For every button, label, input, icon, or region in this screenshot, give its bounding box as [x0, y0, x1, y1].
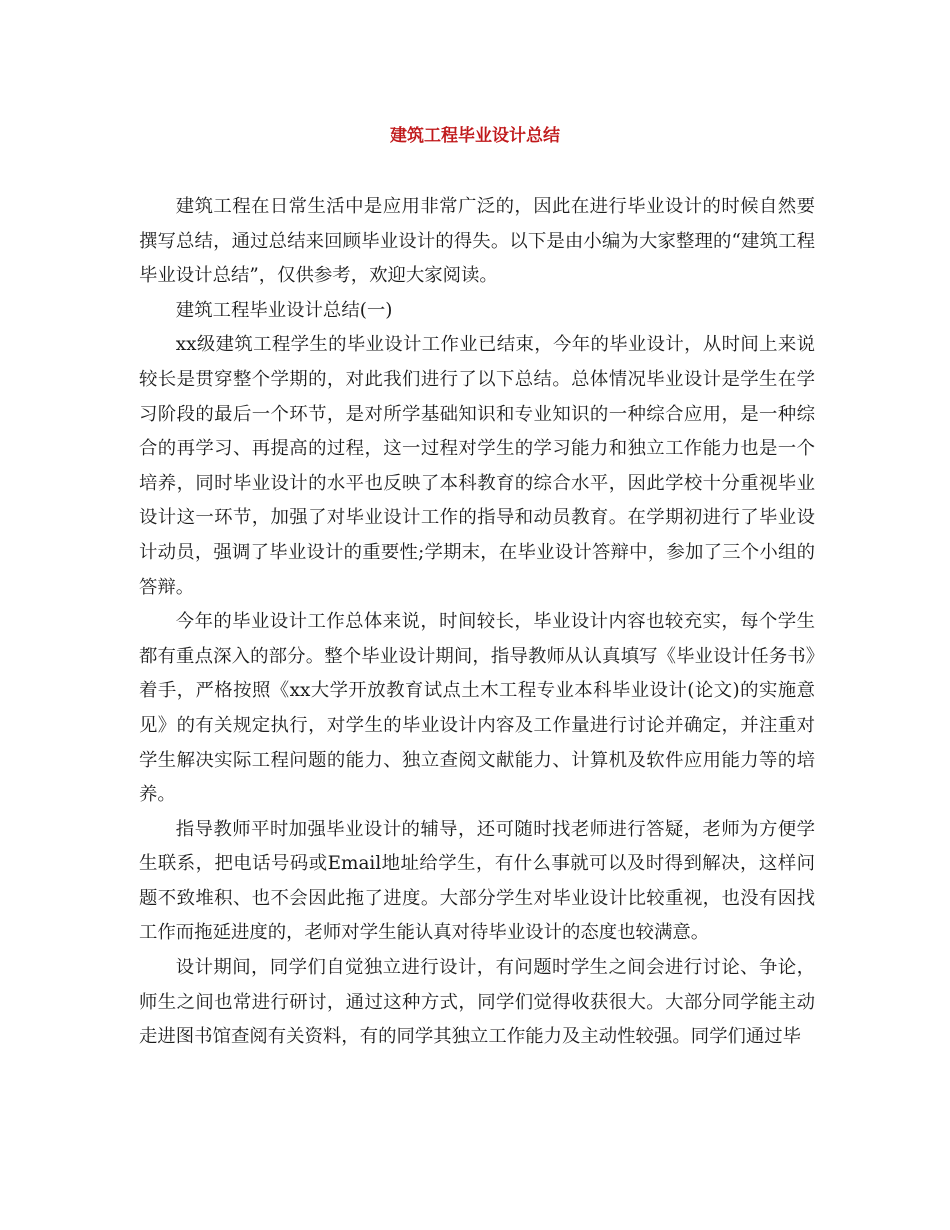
document-body: [139, 190, 815, 1055]
paragraph: 设计期间，同学们自觉独立进行设计，有问题时学生之间会进行讨论、争论，师生之间也常进行研讨，通过这种方式，同学们觉得收获很大。大部分同学能主动走进图书馆查阅有关资料，有的同学其独立工作能力及主动性较强。同学们通过毕: [139, 957, 815, 1048]
section-heading: 建筑工程毕业设计总结(一): [175, 299, 393, 321]
paragraph: 指导教师平时加强毕业设计的辅导，还可随时找老师进行答疑，老师为方便学生联系，把电话号码或Email地址给学生，有什么事就可以及时得到解决，这样问题不致堆积、也不会因此拖了进度。大部分学生对毕业设计比较重视，也没有因找工作而拖延进度的，老师对学生能认真对待毕业设计的态度也较满意。: [139, 818, 815, 944]
paragraph: xx级建筑工程学生的毕业设计工作业已结束，今年的毕业设计，从时间上来说较长是贯穿整个学期的，对此我们进行了以下总结。总体情况毕业设计是学生在学习阶段的最后一个环节，是对所学基础知识和专业知识的一种综合应用，是一种综合的再学习、再提高的过程，这一过程对学生的学习能力和独立工作能力也是一个培养，同时毕业设计的水平也反映了本科教育的综合水平，因此学校十分重视毕业设计这一环节，加强了对毕业设计工作的指导和动员教育。在学期初进行了毕业设计动员，强调了毕业设计的重要性;学期末，在毕业设计答辩中，参加了三个小组的答辩。: [139, 334, 815, 598]
paragraph: 今年的毕业设计工作总体来说，时间较长，毕业设计内容也较充实，每个学生都有重点深入的部分。整个毕业设计期间，指导教师从认真填写《毕业设计任务书》着手，严格按照《xx大学开放教育试点土木工程专业本科毕业设计(论文)的实施意见》的有关规定执行，对学生的毕业设计内容及工作量进行讨论并确定，并注重对学生解决实际工程问题的能力、独立查阅文献能力、计算机及软件应用能力等的培养。: [139, 611, 815, 806]
document-title: 建筑工程毕业设计总结: [390, 126, 560, 146]
paragraph-intro: 建筑工程在日常生活中是应用非常广泛的，因此在进行毕业设计的时候自然要撰写总结，通过总结来回顾毕业设计的得失。以下是由小编为大家整理的“建筑工程毕业设计总结”，仅供参考，欢迎大家阅读。: [139, 196, 815, 287]
